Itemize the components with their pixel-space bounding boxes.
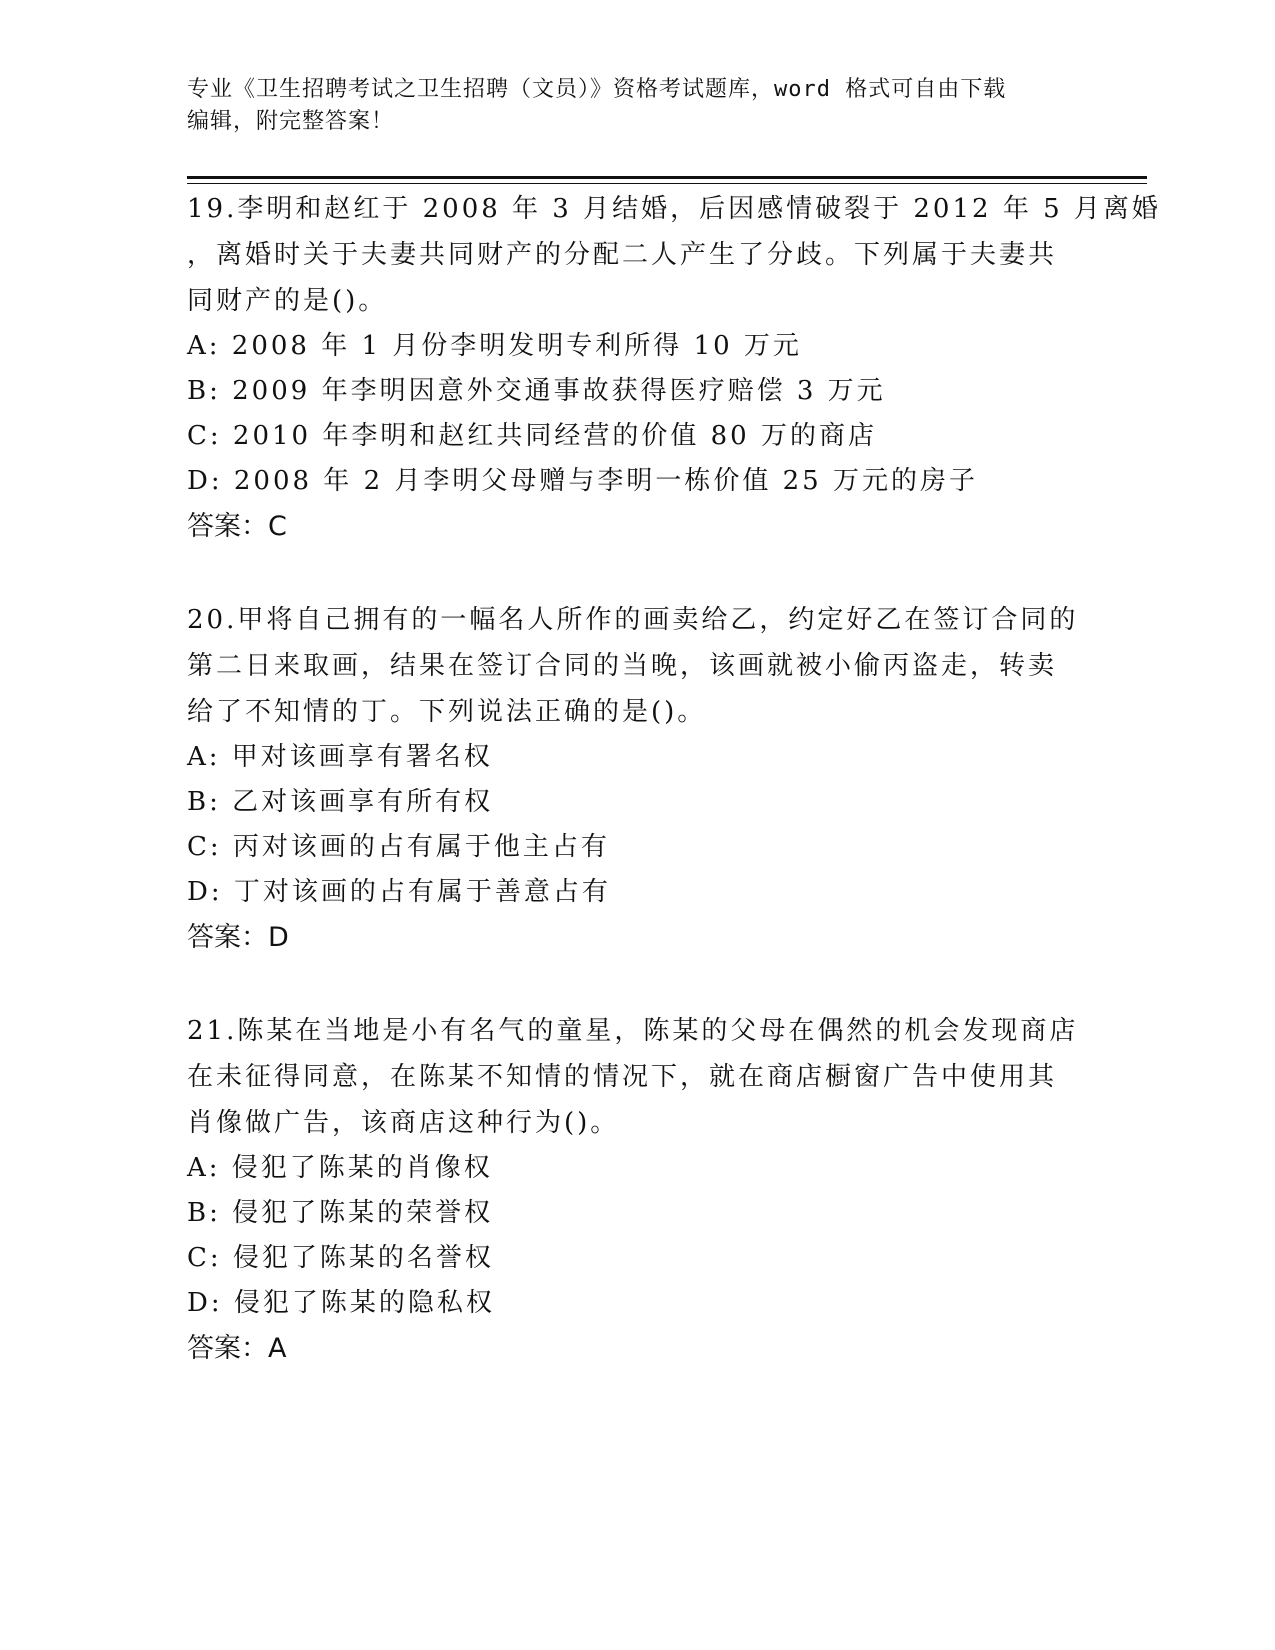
- option-b: B: 2009 年李明因意外交通事故获得医疗赔偿 3 万元: [187, 376, 886, 406]
- document-header: [187, 74, 1087, 138]
- question-stem-line: 给了不知情的丁。下列说法正确的是()。: [187, 697, 707, 727]
- question-stem-line: 20.甲将自己拥有的一幅名人所作的画卖给乙，约定好乙在签订合同的: [187, 605, 1079, 635]
- header-divider-thick: [187, 176, 1147, 179]
- option-c: C: 2010 年李明和赵红共同经营的价值 80 万的商店: [187, 421, 877, 451]
- option-c: C: 丙对该画的占有属于他主占有: [187, 832, 610, 862]
- question-20: [187, 597, 1087, 961]
- question-stem-line: ，离婚时关于夫妻共同财产的分配二人产生了分歧。下列属于夫妻共: [187, 240, 1058, 270]
- answer-label: 答案：C: [187, 511, 287, 542]
- option-b: B: 乙对该画享有所有权: [187, 787, 494, 817]
- option-a: A: 侵犯了陈某的肖像权: [187, 1153, 493, 1183]
- question-19: [187, 186, 1161, 550]
- answer-label: 答案：A: [187, 1333, 287, 1364]
- option-d: D: 侵犯了陈某的隐私权: [187, 1288, 495, 1318]
- question-stem-line: 19.李明和赵红于 2008 年 3 月结婚，后因感情破裂于 2012 年 5 月离婚: [187, 194, 1161, 224]
- header-divider-thin: [187, 183, 1147, 184]
- question-stem-line: 在未征得同意，在陈某不知情的情况下，就在商店橱窗广告中使用其: [187, 1062, 1058, 1092]
- question-stem-line: 肖像做广告，该商店这种行为()。: [187, 1108, 620, 1138]
- question-stem-line: 同财产的是()。: [187, 286, 388, 316]
- answer-label: 答案：D: [187, 922, 289, 953]
- question-21: [187, 1008, 1087, 1372]
- question-stem-line: 21.陈某在当地是小有名气的童星，陈某的父母在偶然的机会发现商店: [187, 1016, 1079, 1046]
- option-a: A: 2008 年 1 月份李明发明专利所得 10 万元: [187, 331, 802, 361]
- question-stem-line: 第二日来取画，结果在签订合同的当晚，该画就被小偷丙盗走，转卖: [187, 651, 1058, 681]
- option-d: D: 2008 年 2 月李明父母赠与李明一栋价值 25 万元的房子: [187, 466, 978, 496]
- option-d: D: 丁对该画的占有属于善意占有: [187, 877, 611, 907]
- option-a: A: 甲对该画享有署名权: [187, 742, 493, 772]
- header-line-1: 专业《卫生招聘考试之卫生招聘（文员）》资格考试题库，word 格式可自由下载: [187, 77, 1007, 102]
- option-c: C: 侵犯了陈某的名誉权: [187, 1243, 494, 1273]
- option-b: B: 侵犯了陈某的荣誉权: [187, 1198, 494, 1228]
- header-line-2: 编辑，附完整答案！: [187, 109, 395, 134]
